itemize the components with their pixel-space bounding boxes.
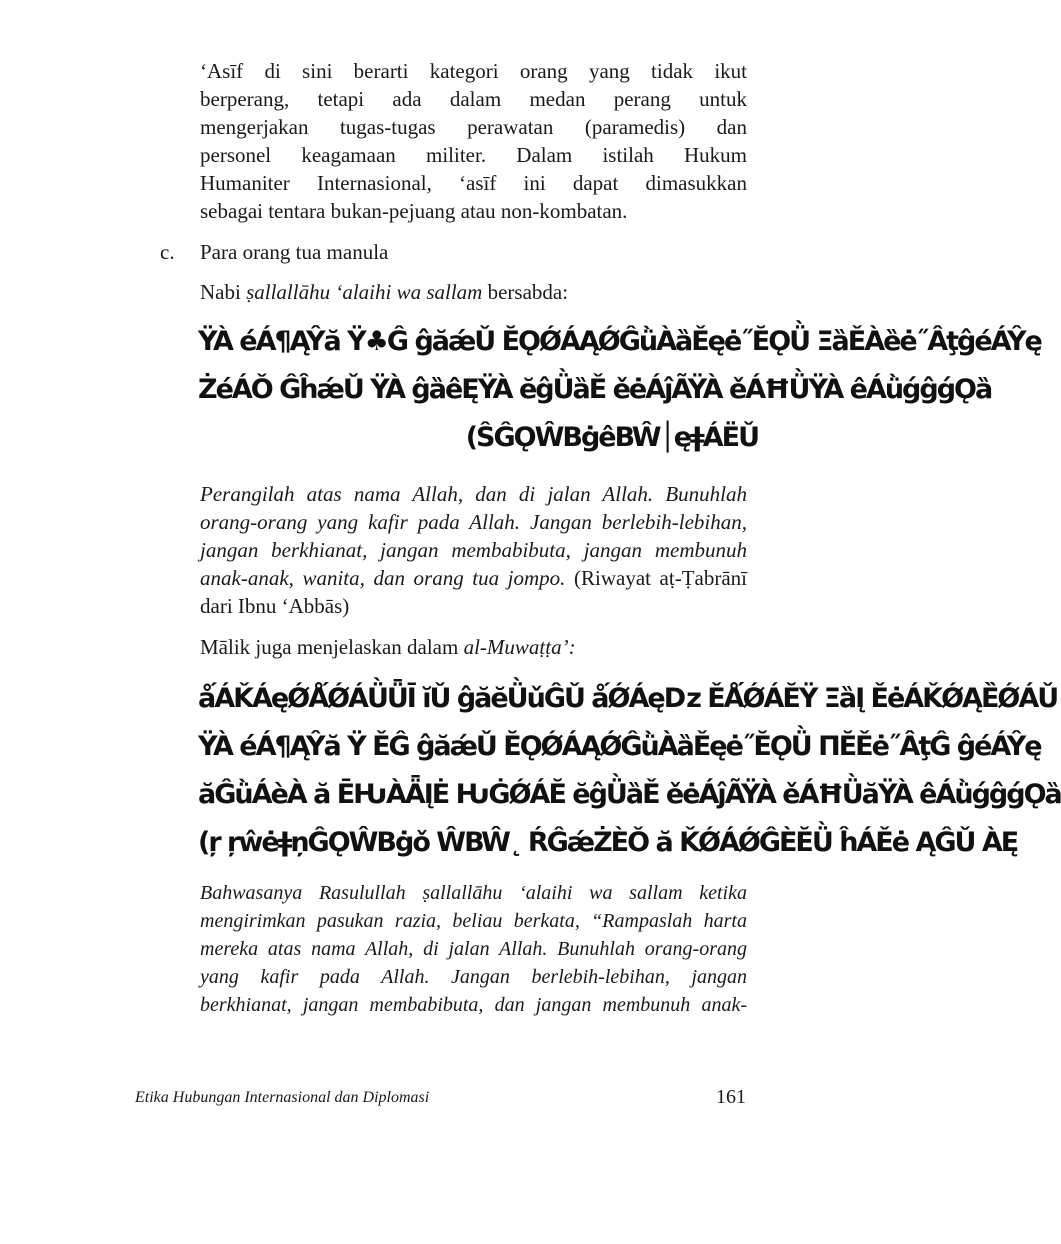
translation-line <box>200 536 747 564</box>
paragraph-line: mengerjakan tugas-tugas perawatan (paramedis) dan <box>200 115 747 139</box>
paragraph-line: sebagai tentara bukan-pejuang atau non-kombatan. <box>200 199 628 223</box>
paragraph-line: berperang, tetapi ada dalam medan perang untuk <box>200 87 747 111</box>
translation-line <box>200 564 747 592</box>
paragraph-line: Humaniter Internasional, ‘asīf ini dapat dimasukkan <box>200 171 747 195</box>
translation-line <box>200 935 747 963</box>
intro-prefix: Mālik juga menjelaskan dalam <box>200 635 464 659</box>
translation-italic: orang-orang yang kafir pada Allah. Jangan berlebih-lebihan, <box>200 510 747 534</box>
intro-italic: al-Muwaṭṭa’: <box>463 635 576 659</box>
paragraph-asif <box>200 57 747 225</box>
paragraph-line: ‘Asīf di sini berarti kategori orang yang tidak ikut <box>200 59 747 83</box>
arabic-text-1 <box>198 318 1041 462</box>
translation-italic: Perangilah atas nama Allah, dan di jalan Allah. Bunuhlah <box>200 482 747 506</box>
translation-italic: yang kafir pada Allah. Jangan berlebih-lebihan, jangan <box>200 966 747 988</box>
arabic-line: ŻéÁǑ ĜĥǽǓ ŸÀ ĝȁêĘŸÀ ĕĝǛȁĚ ěėÁĵÃŸÀ ěÁĦǛŸÀ êÁǜǵĝǵǪȁ <box>198 374 992 405</box>
translation-italic: anak-anak, wanita, dan orang tua jompo. <box>200 566 566 590</box>
paragraph-line: personel keagamaan militer. Dalam istilah Hukum <box>200 143 747 167</box>
intro-italic: ṣallallāhu ‘alaihi wa sallam <box>246 280 483 304</box>
translation-1 <box>200 480 747 620</box>
arabic-text-2 <box>198 675 1061 867</box>
translation-line <box>200 879 747 907</box>
intro-prefix: Nabi <box>200 280 247 304</box>
arabic-line: ăĜǜÁèÀ ă ĒǶÀǞĮĖ ǶĠǾÁĔ ĕĝǛȁĚ ěėÁĵÃŸÀ ěÁĦǛăŸÀ êÁǜǵĝǵǪȁ <box>198 779 1061 810</box>
malik-intro <box>200 633 576 661</box>
page-number: 161 <box>716 1086 746 1108</box>
translation-italic: mengirimkan pasukan razia, beliau berkata, “Rampaslah harta <box>200 910 747 932</box>
hadith-intro <box>200 278 568 306</box>
translation-line <box>200 907 747 935</box>
arabic-line: ŸÀ éÁ¶ĄŶă Ÿ ĚĜ ĝăǽǓ ĔǪǾÁĄǾĜǜÀȁĚęė˝ĔǪǛ ΠĔĚė˝ÂţĜ ĝéÁŶę <box>198 731 1041 762</box>
translation-line <box>200 991 747 1019</box>
intro-suffix: bersabda: <box>482 280 569 304</box>
hadith-source: dari Ibnu ‘Abbās) <box>200 594 350 618</box>
list-marker: c. <box>160 240 175 264</box>
translation-italic: jangan berkhianat, jangan membabibuta, jangan membunuh <box>200 538 747 562</box>
hadith-source: (Riwayat aṭ-Ṭabrānī <box>565 566 748 590</box>
arabic-line: (ŜĜǪŴBġêBŴ│ęǂÁËǓ <box>465 422 758 453</box>
list-item-text: Para orang tua manula <box>200 240 389 264</box>
translation-line <box>200 480 747 508</box>
translation-italic: mereka atas nama Allah, di jalan Allah. Bunuhlah orang-orang <box>200 938 747 960</box>
translation-2 <box>200 879 747 1019</box>
arabic-line: (ŗ ŗŵėǂņĜǪŴBġǒ ŴBŴ˛ ŔĜǽŻÈǑ ă ǨǾÁǾĜÈĔǛ ĥÁĚė ĄĜǓ ÀĘ <box>198 827 1018 858</box>
translation-italic: Bahwasanya Rasulullah ṣallallāhu ‘alaihi wa sallam ketika <box>200 882 747 904</box>
footer-book-title: Etika Hubungan Internasional dan Diplomasi <box>135 1089 430 1106</box>
translation-italic: berkhianat, jangan membabibuta, dan jangan membunuh anak- <box>200 994 747 1016</box>
translation-line <box>200 508 747 536</box>
arabic-line: ǻÁǨÁęǾǺǾÁǛǕĪ ĭǓ ĝăĕǛǔĜǓ ǻǾÁęǲ ĚǺǾÁĔŸ ΞȁĮ ĚėÁǨǾĄȄǾÁǓ <box>198 683 1058 714</box>
arabic-line: ŸÀ éÁ¶ĄŶă Ÿ♣Ĝ ĝăǽǓ ĔǪǾÁĄǾĜǜÀȁĚęė˝ĔǪǛ ΞȁĚÀȅė˝ÂţĝéÁŶę <box>198 326 1041 357</box>
translation-line <box>200 963 747 991</box>
